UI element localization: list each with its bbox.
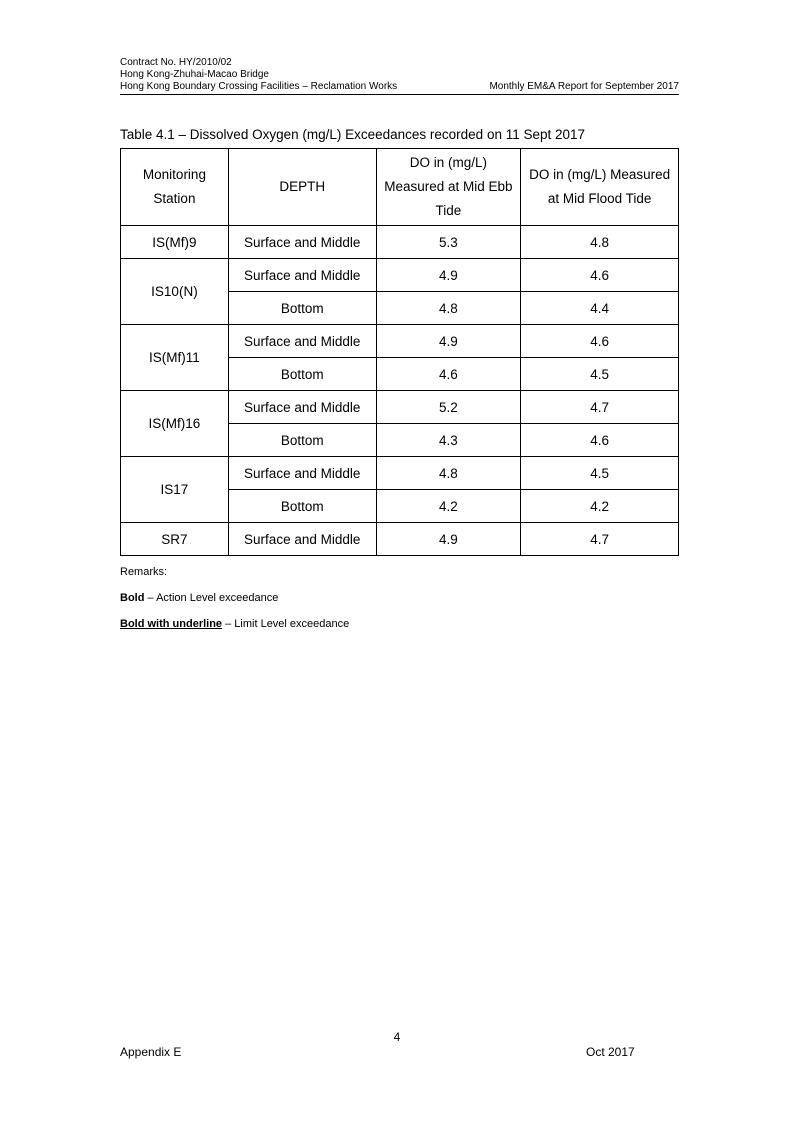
header-ebb: DO in (mg/L) Measured at Mid Ebb Tide xyxy=(376,149,521,226)
remark-action xyxy=(120,592,349,605)
facility-name: Hong Kong Boundary Crossing Facilities – Reclamation Works xyxy=(120,81,398,92)
ebb-value: 5.3 xyxy=(376,226,521,259)
ebb-value: 4.9 xyxy=(376,325,521,358)
depth-cell: Bottom xyxy=(228,358,376,391)
table-row xyxy=(121,457,679,490)
ebb-value: 4.8 xyxy=(376,292,521,325)
ebb-value: 5.2 xyxy=(376,391,521,424)
table-row xyxy=(121,523,679,556)
remarks xyxy=(120,566,349,644)
ebb-value: 4.8 xyxy=(376,457,521,490)
ebb-value: 4.3 xyxy=(376,424,521,457)
page-header xyxy=(120,57,679,95)
project-name: Hong Kong-Zhuhai-Macao Bridge xyxy=(120,69,269,80)
footer-appendix: Appendix E xyxy=(120,1045,182,1059)
flood-value: 4.6 xyxy=(521,325,679,358)
station-cell: IS10(N) xyxy=(121,259,229,325)
table-row xyxy=(121,391,679,424)
flood-value: 4.8 xyxy=(521,226,679,259)
header-row xyxy=(120,81,679,93)
station-cell: IS17 xyxy=(121,457,229,523)
remark-limit xyxy=(120,618,349,631)
depth-cell: Bottom xyxy=(228,424,376,457)
remark-limit-text: – Limit Level exceedance xyxy=(222,618,350,630)
flood-value: 4.7 xyxy=(521,391,679,424)
ebb-value: 4.9 xyxy=(376,523,521,556)
table-caption: Table 4.1 – Dissolved Oxygen (mg/L) Exceedances recorded on 11 Sept 2017 xyxy=(120,127,586,142)
station-cell: IS(Mf)9 xyxy=(121,226,229,259)
station-cell: SR7 xyxy=(121,523,229,556)
flood-value: 4.7 xyxy=(521,523,679,556)
table-row xyxy=(121,259,679,292)
ebb-value: 4.2 xyxy=(376,490,521,523)
depth-cell: Bottom xyxy=(228,490,376,523)
depth-cell: Surface and Middle xyxy=(228,457,376,490)
flood-value: 4.5 xyxy=(521,457,679,490)
station-cell: IS(Mf)11 xyxy=(121,325,229,391)
remark-limit-key: Bold with underline xyxy=(120,618,223,630)
flood-value: 4.5 xyxy=(521,358,679,391)
contract-number: Contract No. HY/2010/02 xyxy=(120,57,232,68)
flood-value: 4.6 xyxy=(521,424,679,457)
header-flood: DO in (mg/L) Measured at Mid Flood Tide xyxy=(521,149,679,226)
page-number: 4 xyxy=(393,1030,401,1044)
depth-cell: Surface and Middle xyxy=(228,523,376,556)
report-title: Monthly EM&A Report for September 2017 xyxy=(489,81,679,92)
flood-value: 4.2 xyxy=(521,490,679,523)
depth-cell: Surface and Middle xyxy=(228,325,376,358)
remark-action-text: – Action Level exceedance xyxy=(144,592,279,604)
ebb-value: 4.6 xyxy=(376,358,521,391)
depth-cell: Surface and Middle xyxy=(228,391,376,424)
do-exceedance-table xyxy=(120,148,679,556)
ebb-value: 4.9 xyxy=(376,259,521,292)
table-header-row xyxy=(121,149,679,226)
station-cell: IS(Mf)16 xyxy=(121,391,229,457)
flood-value: 4.6 xyxy=(521,259,679,292)
table-row xyxy=(121,226,679,259)
depth-cell: Bottom xyxy=(228,292,376,325)
table-row xyxy=(121,325,679,358)
depth-cell: Surface and Middle xyxy=(228,259,376,292)
depth-cell: Surface and Middle xyxy=(228,226,376,259)
remark-action-key: Bold xyxy=(120,592,145,604)
remarks-title: Remarks: xyxy=(120,566,168,578)
header-station: Monitoring Station xyxy=(121,149,229,226)
flood-value: 4.4 xyxy=(521,292,679,325)
header-depth: DEPTH xyxy=(228,149,376,226)
footer-date: Oct 2017 xyxy=(586,1045,635,1059)
